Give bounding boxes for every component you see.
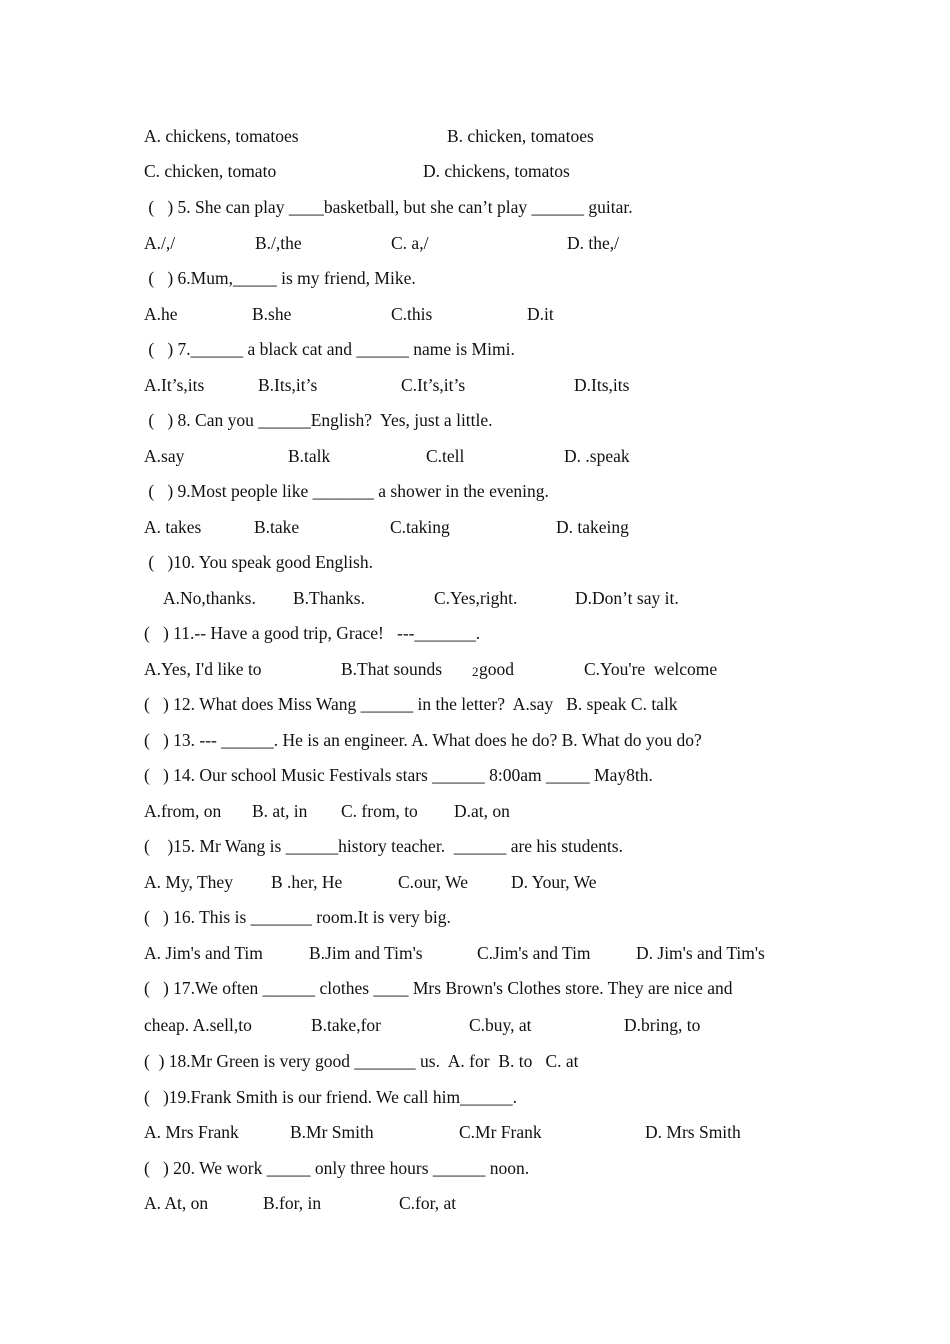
option-line: A.Yes, I'd like to: [144, 659, 262, 679]
option-line: A.No,thanks.: [163, 588, 256, 608]
option-line: C. chicken, tomato: [144, 161, 277, 181]
option-line: C. a,/: [391, 233, 429, 253]
option-line: A. Mrs Frank: [144, 1122, 239, 1142]
option-line: D.at, on: [454, 801, 510, 821]
question-line: ( ) 8. Can you ______English? Yes, just a little.: [144, 410, 493, 430]
question-line: ( ) 7.______ a black cat and ______ name is Mimi.: [144, 339, 515, 359]
option-line: D. Jim's and Tim's: [636, 943, 765, 963]
option-line: B.for, in: [263, 1193, 322, 1213]
option-line: A. At, on: [144, 1193, 209, 1213]
question-line: ( ) 9.Most people like _______ a shower in the evening.: [144, 481, 549, 501]
option-line: A./,/: [144, 233, 176, 253]
question-line: ( ) 11.-- Have a good trip, Grace! ---_______.: [144, 623, 481, 643]
option-line: D. .speak: [564, 446, 630, 466]
option-line: C.Jim's and Tim: [477, 943, 591, 963]
question-line: ( ) 16. This is _______ room.It is very big.: [144, 907, 451, 927]
option-line: D.bring, to: [624, 1015, 701, 1035]
option-line: A.say: [144, 446, 185, 466]
question-line: ( ) 17.We often ______ clothes ____ Mrs Brown's Clothes store. They are nice and: [144, 978, 733, 998]
option-line: C.Mr Frank: [459, 1122, 542, 1142]
option-line: C.You're welcome: [584, 659, 718, 679]
option-line: A. Jim's and Tim: [144, 943, 263, 963]
option-line: C.tell: [426, 446, 465, 466]
option-line: B.That sounds: [341, 659, 443, 679]
option-line: C.taking: [390, 517, 450, 537]
page-number: 2: [472, 664, 479, 679]
option-line: good: [479, 659, 514, 679]
question-line: ( ) 13. --- ______. He is an engineer. A. What does he do? B. What do you do?: [144, 730, 702, 750]
question-line: ( ) 12. What does Miss Wang ______ in the letter? A.say B. speak C. talk: [144, 694, 678, 714]
option-line: C. from, to: [341, 801, 418, 821]
option-line: A.he: [144, 304, 178, 324]
option-line: A. chickens, tomatoes: [144, 126, 299, 146]
option-line: B. chicken, tomatoes: [447, 126, 594, 146]
option-line: D. the,/: [567, 233, 620, 253]
option-line: B .her, He: [271, 872, 343, 892]
option-line: C.Yes,right.: [434, 588, 518, 608]
option-line: D. chickens, tomatos: [423, 161, 570, 181]
option-line: C.our, We: [398, 872, 468, 892]
question-line: ( ) 14. Our school Music Festivals stars ______ 8:00am _____ May8th.: [144, 765, 653, 785]
option-line: B.Mr Smith: [290, 1122, 374, 1142]
option-line: B.Its,it’s: [258, 375, 318, 395]
option-line: B. at, in: [252, 801, 308, 821]
option-line: D.Don’t say it.: [575, 588, 679, 608]
option-line: B.take,for: [311, 1015, 381, 1035]
question-line: ( )10. You speak good English.: [144, 552, 373, 572]
option-line: B.Jim and Tim's: [309, 943, 423, 963]
question-line: ( ) 20. We work _____ only three hours ______ noon.: [144, 1158, 530, 1178]
option-line: B.she: [252, 304, 292, 324]
option-line: D. takeing: [556, 517, 629, 537]
option-line: C.It’s,it’s: [401, 375, 466, 395]
option-line: A. takes: [144, 517, 202, 537]
option-line: B./,the: [255, 233, 302, 253]
option-line: C.buy, at: [469, 1015, 532, 1035]
option-line: A. My, They: [144, 872, 233, 892]
question-line: ( ) 18.Mr Green is very good _______ us. A. for B. to C. at: [144, 1051, 579, 1071]
option-line: cheap. A.sell,to: [144, 1015, 252, 1035]
option-line: D. Your, We: [511, 872, 597, 892]
option-line: B.Thanks.: [293, 588, 365, 608]
question-line: ( ) 5. She can play ____basketball, but she can’t play ______ guitar.: [144, 197, 633, 217]
option-line: D. Mrs Smith: [645, 1122, 741, 1142]
question-line: ( )19.Frank Smith is our friend. We call him______.: [144, 1087, 518, 1107]
option-line: C.for, at: [399, 1193, 457, 1213]
option-line: A.from, on: [144, 801, 222, 821]
option-line: D.Its,its: [574, 375, 630, 395]
option-line: B.talk: [288, 446, 331, 466]
question-line: ( )15. Mr Wang is ______history teacher. ______ are his students.: [144, 836, 623, 856]
option-line: A.It’s,its: [144, 375, 205, 395]
option-line: B.take: [254, 517, 300, 537]
option-line: C.this: [391, 304, 433, 324]
question-line: ( ) 6.Mum,_____ is my friend, Mike.: [144, 268, 416, 288]
option-line: D.it: [527, 304, 554, 324]
